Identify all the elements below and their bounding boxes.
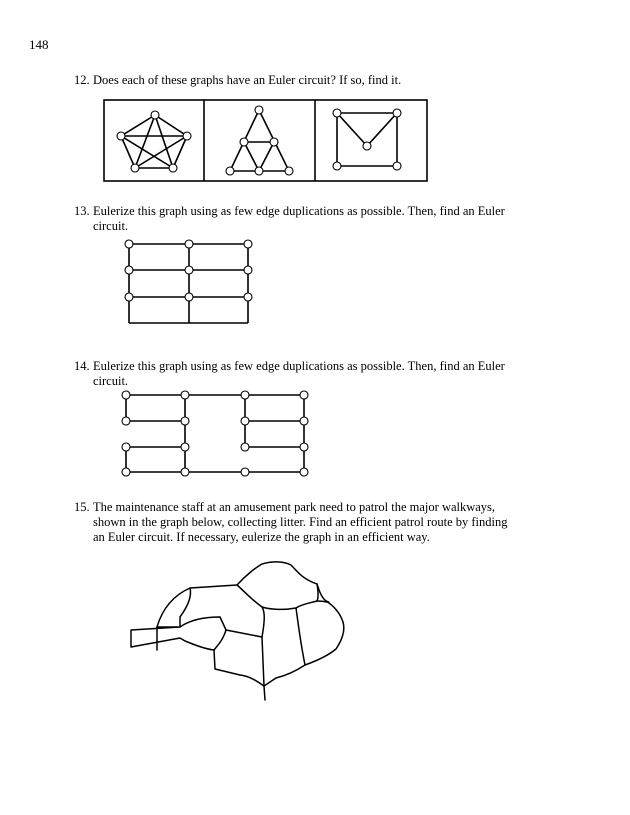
graph-vertex: [244, 240, 252, 248]
problem-number: 14.: [74, 359, 90, 373]
graph-edges: [230, 110, 289, 171]
problem-text-line: Eulerize this graph using as few edge duplications as possible. Then, find an Euler: [93, 359, 505, 373]
graph-vertex: [117, 132, 125, 140]
graph-vertices: [117, 111, 191, 172]
graph-vertex: [183, 132, 191, 140]
graph-vertex: [122, 468, 130, 476]
graph-vertex: [185, 266, 193, 274]
graph-vertex: [244, 293, 252, 301]
graph-vertex: [185, 240, 193, 248]
problem-13-grid-graph: [125, 240, 252, 323]
graph-vertex: [300, 391, 308, 399]
graph-vertex: [393, 162, 401, 170]
graph-vertex: [255, 167, 263, 175]
graph-vertex: [151, 111, 159, 119]
graph-vertex: [300, 417, 308, 425]
graph-vertex: [300, 443, 308, 451]
problem-text-line: shown in the graph below, collecting litter. Find an efficient patrol route by finding: [93, 515, 508, 529]
graph-edges: [337, 113, 397, 166]
problem-15-park-walkways: [131, 562, 344, 700]
graph-vertex: [255, 106, 263, 114]
graph-vertex: [333, 109, 341, 117]
graph-vertex: [125, 240, 133, 248]
graph-vertex: [300, 468, 308, 476]
graph-vertex: [125, 266, 133, 274]
graph-square-v: [333, 109, 401, 170]
problem-14-graph: [122, 391, 308, 476]
problem-text-line: Does each of these graphs have an Euler circuit? If so, find it.: [93, 73, 402, 87]
graph-vertex: [181, 417, 189, 425]
graph-vertex: [240, 138, 248, 146]
graph-vertex: [122, 417, 130, 425]
problem-text-line: The maintenance staff at an amusement park need to patrol the major walkways,: [93, 500, 496, 514]
graph-vertex: [363, 142, 371, 150]
graph-vertex: [169, 164, 177, 172]
graph-edges: [121, 115, 187, 168]
graph-vertices: [226, 106, 293, 175]
problem-number: 13.: [74, 204, 90, 218]
graph-vertex: [244, 266, 252, 274]
graph-vertex: [393, 109, 401, 117]
graph-vertices: [333, 109, 401, 170]
graph-vertex: [241, 391, 249, 399]
graph-vertex: [131, 164, 139, 172]
graph-vertex: [241, 468, 249, 476]
problem-text-line: circuit.: [93, 219, 129, 233]
graph-vertex: [226, 167, 234, 175]
graph-vertex: [181, 391, 189, 399]
graph-vertex: [241, 417, 249, 425]
problem-number: 12.: [74, 73, 90, 87]
problem-number: 15.: [74, 500, 90, 514]
page-number: 148: [29, 37, 49, 52]
graph-edges: [129, 244, 248, 323]
graph-vertex: [122, 391, 130, 399]
problem-12-figure: [104, 100, 427, 181]
problem-text-line: Eulerize this graph using as few edge duplications as possible. Then, find an Euler: [93, 204, 505, 218]
graph-vertex: [333, 162, 341, 170]
graph-vertex: [185, 293, 193, 301]
graph-vertex: [125, 293, 133, 301]
graph-vertex: [241, 443, 249, 451]
problem-text-line: an Euler circuit. If necessary, eulerize the graph in an efficient way.: [93, 530, 430, 544]
graph-vertex: [181, 443, 189, 451]
graph-edges: [126, 395, 304, 472]
graph-triangle: [226, 106, 293, 175]
graph-k5: [117, 111, 191, 172]
graph-vertex: [122, 443, 130, 451]
graph-vertices: [122, 391, 308, 476]
graph-vertex: [270, 138, 278, 146]
problem-text-line: circuit.: [93, 374, 129, 388]
graph-vertex: [181, 468, 189, 476]
graph-vertex: [285, 167, 293, 175]
